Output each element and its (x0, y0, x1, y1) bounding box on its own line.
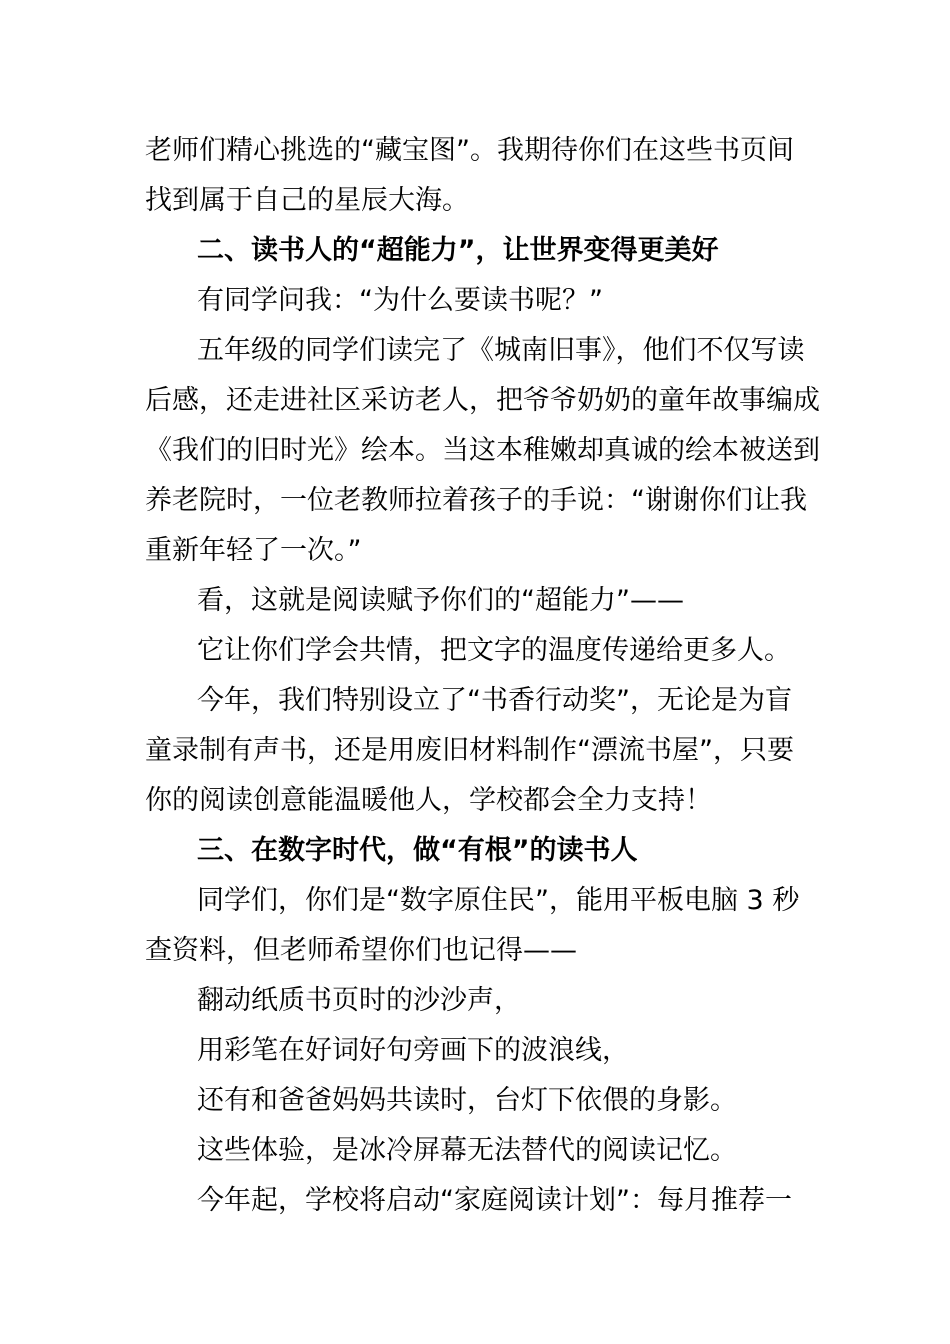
body-line: 这些体验，是冰冷屏幕无法替代的阅读记忆。 (197, 1135, 737, 1166)
body-line: 你的阅读创意能温暖他人，学校都会全力支持！ (145, 785, 712, 816)
body-line: 看，这就是阅读赋予你们的“超能力”—— (197, 585, 684, 616)
body-line: 翻动纸质书页时的沙沙声， (197, 985, 521, 1016)
body-line: 用彩笔在好词好句旁画下的波浪线， (197, 1035, 629, 1066)
body-line: 老师们精心挑选的“藏宝图”。我期待你们在这些书页间 (145, 135, 794, 166)
document-body (145, 126, 820, 1226)
body-line: 养老院时，一位老教师拉着孩子的手说：“谢谢你们让我 (145, 485, 807, 516)
body-line: 今年起，学校将启动“家庭阅读计划”：每月推荐一 (197, 1185, 792, 1216)
body-line: 今年，我们特别设立了“书香行动奖”，无论是为盲 (197, 685, 792, 716)
body-line: 童录制有声书，还是用废旧材料制作“漂流书屋”，只要 (145, 735, 794, 766)
body-line: 《我们的旧时光》绘本。当这本稚嫩却真诚的绘本被送到 (145, 435, 820, 466)
body-line: 五年级的同学们读完了《城南旧事》，他们不仅写读 (197, 335, 805, 366)
body-line: 后感，还走进社区采访老人，把爷爷奶奶的童年故事编成 (145, 385, 820, 416)
body-line: 同学们，你们是“数字原住民”，能用平板电脑 3 秒 (197, 885, 800, 916)
body-line: 还有和爸爸妈妈共读时，台灯下依偎的身影。 (197, 1085, 737, 1116)
section-heading-3: 三、在数字时代，做“有根”的读书人 (197, 835, 638, 866)
body-line: 有同学问我：“为什么要读书呢？” (197, 285, 603, 316)
body-line: 它让你们学会共情，把文字的温度传递给更多人。 (197, 635, 791, 666)
body-line: 重新年轻了一次。” (145, 535, 362, 566)
body-line: 找到属于自己的星辰大海。 (145, 185, 469, 216)
section-heading-2: 二、读书人的“超能力”，让世界变得更美好 (197, 235, 719, 266)
body-line: 查资料，但老师希望你们也记得—— (145, 935, 577, 966)
